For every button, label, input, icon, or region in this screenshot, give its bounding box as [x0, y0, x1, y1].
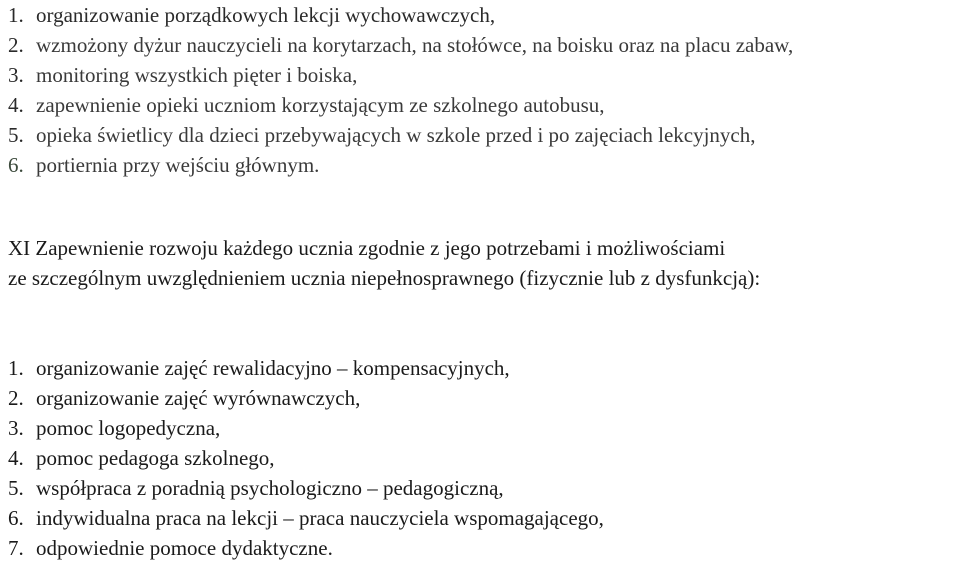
item-number: 5.	[8, 476, 24, 500]
list-item	[0, 120, 793, 150]
list-item	[0, 60, 793, 90]
list-item	[0, 353, 604, 383]
list-item	[0, 90, 793, 120]
item-number: 2.	[8, 386, 24, 410]
item-text: współpraca z poradnią psychologiczno – pedagogiczną,	[36, 476, 504, 500]
section-heading-line-2: ze szczególnym uwzględnieniem ucznia niepełnosprawnego (fizycznie lub z dysfunkcją):	[8, 266, 761, 290]
section-heading	[8, 233, 760, 293]
item-text: organizowanie porządkowych lekcji wychowawczych,	[36, 3, 496, 27]
list-item	[0, 443, 604, 473]
item-text: zapewnienie opieki uczniom korzystającym ze szkolnego autobusu,	[36, 93, 605, 117]
item-text: indywidualna praca na lekcji – praca nauczyciela wspomagającego,	[36, 506, 604, 530]
item-number: 7.	[8, 536, 24, 560]
item-text: monitoring wszystkich pięter i boiska,	[36, 63, 358, 87]
item-number: 5.	[8, 123, 24, 147]
item-text: organizowanie zajęć rewalidacyjno – kompensacyjnych,	[36, 356, 510, 380]
list-item	[0, 533, 604, 563]
item-number: 1.	[8, 3, 24, 27]
list-item	[0, 0, 793, 30]
item-text: pomoc pedagoga szkolnego,	[36, 446, 275, 470]
item-number: 4.	[8, 93, 24, 117]
item-number: 3.	[8, 416, 24, 440]
item-text: organizowanie zajęć wyrównawczych,	[36, 386, 361, 410]
item-text: opieka świetlicy dla dzieci przebywających w szkole przed i po zajęciach lekcyjnych,	[36, 123, 756, 147]
item-text: wzmożony dyżur nauczycieli na korytarzach, na stołówce, na boisku oraz na placu zabaw,	[36, 33, 794, 57]
section-heading-line-1: XI Zapewnienie rozwoju każdego ucznia zgodnie z jego potrzebami i możliwościami	[8, 236, 726, 260]
student-support-list	[0, 353, 604, 563]
item-number: 6.	[8, 506, 24, 530]
item-number: 2.	[8, 33, 24, 57]
list-item	[0, 473, 604, 503]
list-item	[0, 503, 604, 533]
item-number: 3.	[8, 63, 24, 87]
item-number: 4.	[8, 446, 24, 470]
list-item	[0, 150, 793, 180]
item-number: 1.	[8, 356, 24, 380]
item-text: portiernia przy wejściu głównym.	[36, 153, 320, 177]
item-number: 6.	[8, 153, 24, 177]
list-item	[0, 383, 604, 413]
list-item	[0, 30, 793, 60]
list-item	[0, 413, 604, 443]
item-text: odpowiednie pomoce dydaktyczne.	[36, 536, 333, 560]
safety-measures-list	[0, 0, 793, 180]
item-text: pomoc logopedyczna,	[36, 416, 221, 440]
